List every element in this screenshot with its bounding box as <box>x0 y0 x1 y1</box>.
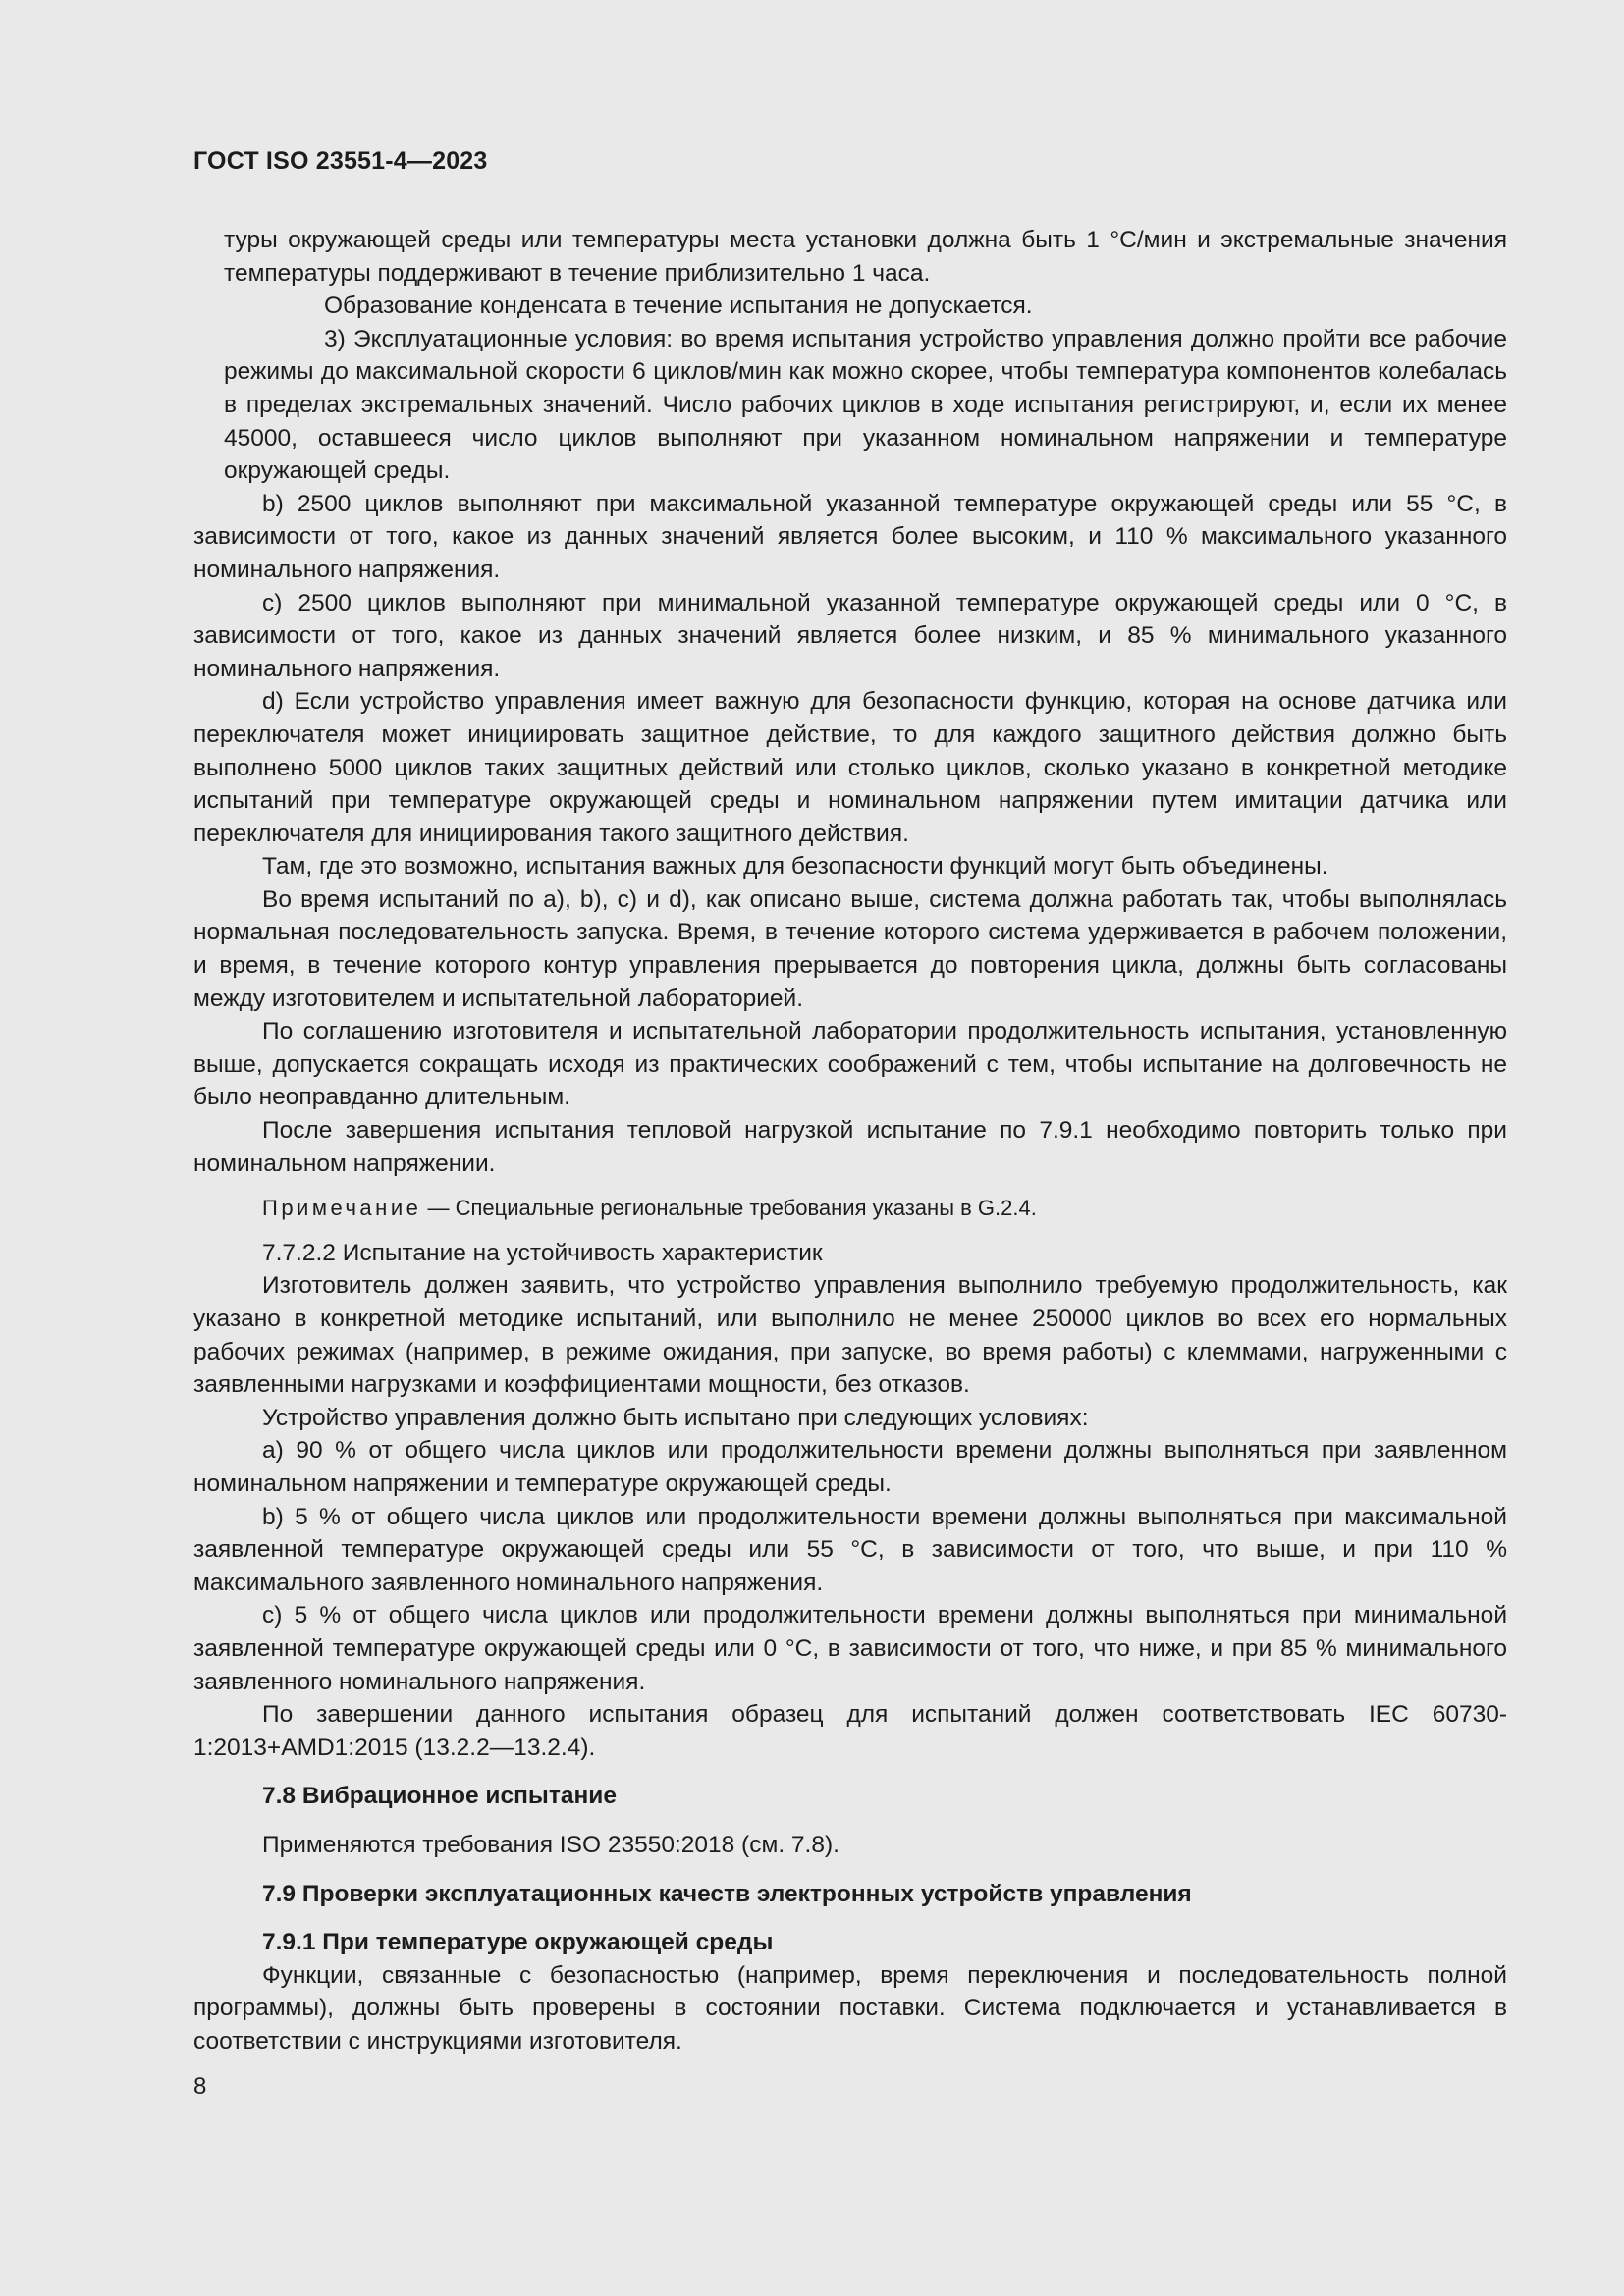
section-7-8-title: 7.8 Вибрационное испытание <box>262 1783 617 1810</box>
note-text: — Специальные региональные требования указаны в G.2.4. <box>421 1196 1037 1221</box>
list-item-a: а) 90 % от общего числа циклов или продолжительности времени должны выполняться при заявленном номинальном напряжении и температуре окружающей среды. <box>193 1437 1507 1497</box>
paragraph: После завершения испытания тепловой нагрузкой испытание по 7.9.1 необходимо повторить только при номинальном напряжении. <box>193 1117 1507 1177</box>
list-item-c: c) 5 % от общего числа циклов или продолжительности времени должны выполняться при минимальной заявленной температуре окружающей среды или 0 °С, в зависимости от того, что ниже, и при 85 % минимального заявленного номинального напряжения. <box>193 1602 1507 1695</box>
paragraph: Применяются требования ISO 23550:2018 (см. 7.8). <box>262 1831 839 1858</box>
paragraph: туры окружающей среды или температуры места установки должна быть 1 °С/мин и экстремальные значения температуры поддерживают в течение приблизительно 1 часа. <box>224 227 1507 287</box>
paragraph: Во время испытаний по а), b), с) и d), как описано выше, система должна работать так, чтобы выполнялась нормальная последовательность запуска. Время, в течение которого система удерживается в рабочем положении, и время, в течение которого контур управления прерывается до повторения цикла, должны быть согласованы между изготовителем и испытательной лабораторией. <box>193 885 1507 1012</box>
page-number: 8 <box>193 2073 207 2100</box>
document-body <box>193 224 1507 2057</box>
section-7-7-2-2-title: 7.7.2.2 Испытание на устойчивость характеристик <box>262 1239 823 1266</box>
paragraph: По соглашению изготовителя и испытательной лаборатории продолжительность испытания, установленную выше, допускается сокращать исходя из практических соображений с тем, чтобы испытание на долговечность не было неоправданно длительным. <box>193 1018 1507 1111</box>
list-item-b: b) 2500 циклов выполняют при максимальной указанной температуре окружающей среды или 55 °С, в зависимости от того, какое из данных значений является более высоким, и 110 % максимального указанного номинального напряжения. <box>193 490 1507 583</box>
list-item-c: c) 2500 циклов выполняют при минимальной указанной температуре окружающей среды или 0 °С, в зависимости от того, какое из данных значений является более низким, и 85 % минимального указанного номинального напряжения. <box>193 589 1507 682</box>
paragraph: 3) Эксплуатационные условия: во время испытания устройство управления должно пройти все рабочие режимы до максимальной скорости 6 циклов/мин как можно скорее, чтобы температура компонентов колебалась в пределах экстремальных значений. Число рабочих циклов в ходе испытания регистрируют, и, если их менее 45000, оставшееся число циклов выполняют при указанном номинальном напряжении и температуре окружающей среды. <box>224 325 1507 485</box>
paragraph: Изготовитель должен заявить, что устройство управления выполнило требуемую продолжительность, как указано в конкретной методике испытаний, или выполнило не менее 250000 циклов во всех его нормальных рабочих режимах (например, в режиме ожидания, при запуске, во время работы) с клеммами, нагруженными с заявленными нагрузками и коэффициентами мощности, без отказов. <box>193 1272 1507 1399</box>
list-item-b: b) 5 % от общего числа циклов или продолжительности времени должны выполняться при максимальной заявленной температуре окружающей среды или 55 °С, в зависимости от того, что выше, и при 110 % максимального заявленного номинального напряжения. <box>193 1503 1507 1596</box>
list-item-d: d) Если устройство управления имеет важную для безопасности функцию, которая на основе датчика или переключателя может инициировать защитное действие, то для каждого защитного действия должно быть выполнено 5000 циклов таких защитных действий или столько циклов, сколько указано в конкретной методике испытаний при температуре окружающей среды и номинальном напряжении путем имитации датчика или переключателя для инициирования такого защитного действия. <box>193 688 1507 847</box>
note-label: Примечание <box>262 1196 422 1221</box>
paragraph: Устройство управления должно быть испытано при следующих условиях: <box>262 1404 1089 1431</box>
section-7-9-1-title: 7.9.1 При температуре окружающей среды <box>262 1929 774 1956</box>
document-header: ГОСТ ISO 23551-4—2023 <box>193 147 488 175</box>
paragraph: Там, где это возможно, испытания важных для безопасности функций могут быть объединены. <box>262 853 1328 881</box>
section-7-9-title: 7.9 Проверки эксплуатационных качеств электронных устройств управления <box>262 1880 1192 1907</box>
paragraph: Образование конденсата в течение испытания не допускается. <box>324 293 1033 320</box>
paragraph: По завершении данного испытания образец для испытаний должен соответствовать IEC 60730-1:2013+AMD1:2015 (13.2.2—13.2.4). <box>193 1701 1507 1761</box>
paragraph: Функции, связанные с безопасностью (например, время переключения и последовательность полной программы), должны быть проверены в состоянии поставки. Система подключается и устанавливается в соответствии с инструкциями изготовителя. <box>193 1961 1507 2055</box>
note <box>193 1192 1507 1225</box>
